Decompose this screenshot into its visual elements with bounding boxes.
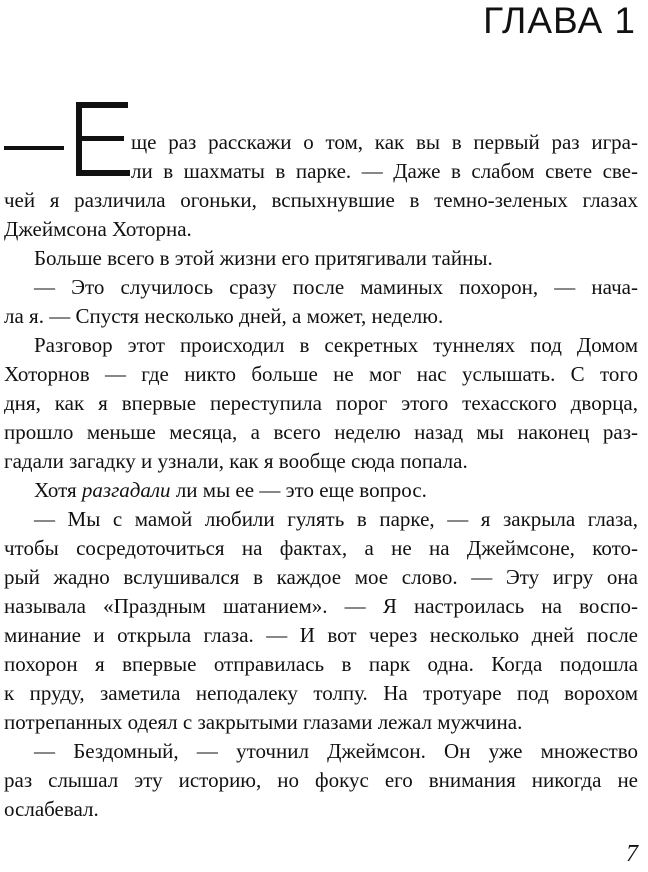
text-line: дня, как я впервые переступила порог этого техасского дворца, <box>4 391 638 415</box>
text-line: потрепанных одеял с закрытыми глазами лежал мужчина. <box>4 710 523 734</box>
text-line: — Мы с мамой любили гулять в парке, — я закрыла глаза, <box>34 507 638 531</box>
page-number: 7 <box>626 841 638 867</box>
text-line: похорон я впервые отправилась в парк одна. Когда подошла <box>4 652 638 676</box>
text-line: прошло меньше месяца, а всего неделю назад мы наконец раз- <box>4 420 638 444</box>
text-line: — Это случилось сразу после маминых похорон, — нача- <box>34 275 638 299</box>
drop-cap <box>4 96 131 176</box>
italic-word: разгадали <box>81 478 171 502</box>
text-line: минание и открыла глаза. — И вот через несколько дней после <box>4 623 638 647</box>
text-line: чтобы сосредоточиться на фактах, а не на Джеймсоне, кото- <box>4 536 638 560</box>
text-run: Хотя <box>34 478 77 502</box>
text-line: чей я различила огоньки, вспыхнувшие в темно-зеленых глазах <box>4 188 638 212</box>
text-line: Разговор этот происходил в секретных туннелях под Домом <box>34 333 638 357</box>
text-line: ли в шахматы в парке. — Даже в слабом свете све- <box>131 159 638 183</box>
text-line: ла я. — Спустя несколько дней, а может, неделю. <box>4 304 444 328</box>
text-line: Больше всего в этой жизни его притягивали тайны. <box>34 246 493 270</box>
text-line: к пруду, заметила неподалеку толпу. На тротуаре под ворохом <box>4 681 638 705</box>
text-line: называла «Праздным шатанием». — Я настроилась на воспо- <box>4 594 638 618</box>
text-line: Джеймсона Хоторна. <box>4 217 192 241</box>
text-line: Хоторнов — где никто больше не мог нас услышать. С того <box>4 362 638 386</box>
text-line: ослабевал. <box>4 797 99 821</box>
text-line: рый жадно вслушивался в каждое мое слово. — Эту игру она <box>4 565 638 589</box>
text-run: ли мы ее — это еще вопрос. <box>175 478 427 502</box>
text-line: раз слышал эту историю, но фокус его внимания никогда не <box>4 768 638 792</box>
drop-cap-graphic <box>4 96 131 176</box>
text-line: гадали загадку и узнали, как я вообще сюда попала. <box>4 449 468 473</box>
text-line-mixed <box>34 476 638 505</box>
text-line: ще раз расскажи о том, как вы в первый раз игра- <box>131 130 638 154</box>
chapter-title: ГЛАВА 1 <box>483 0 636 41</box>
text-line: — Бездомный, — уточнил Джеймсон. Он уже множество <box>34 739 638 763</box>
